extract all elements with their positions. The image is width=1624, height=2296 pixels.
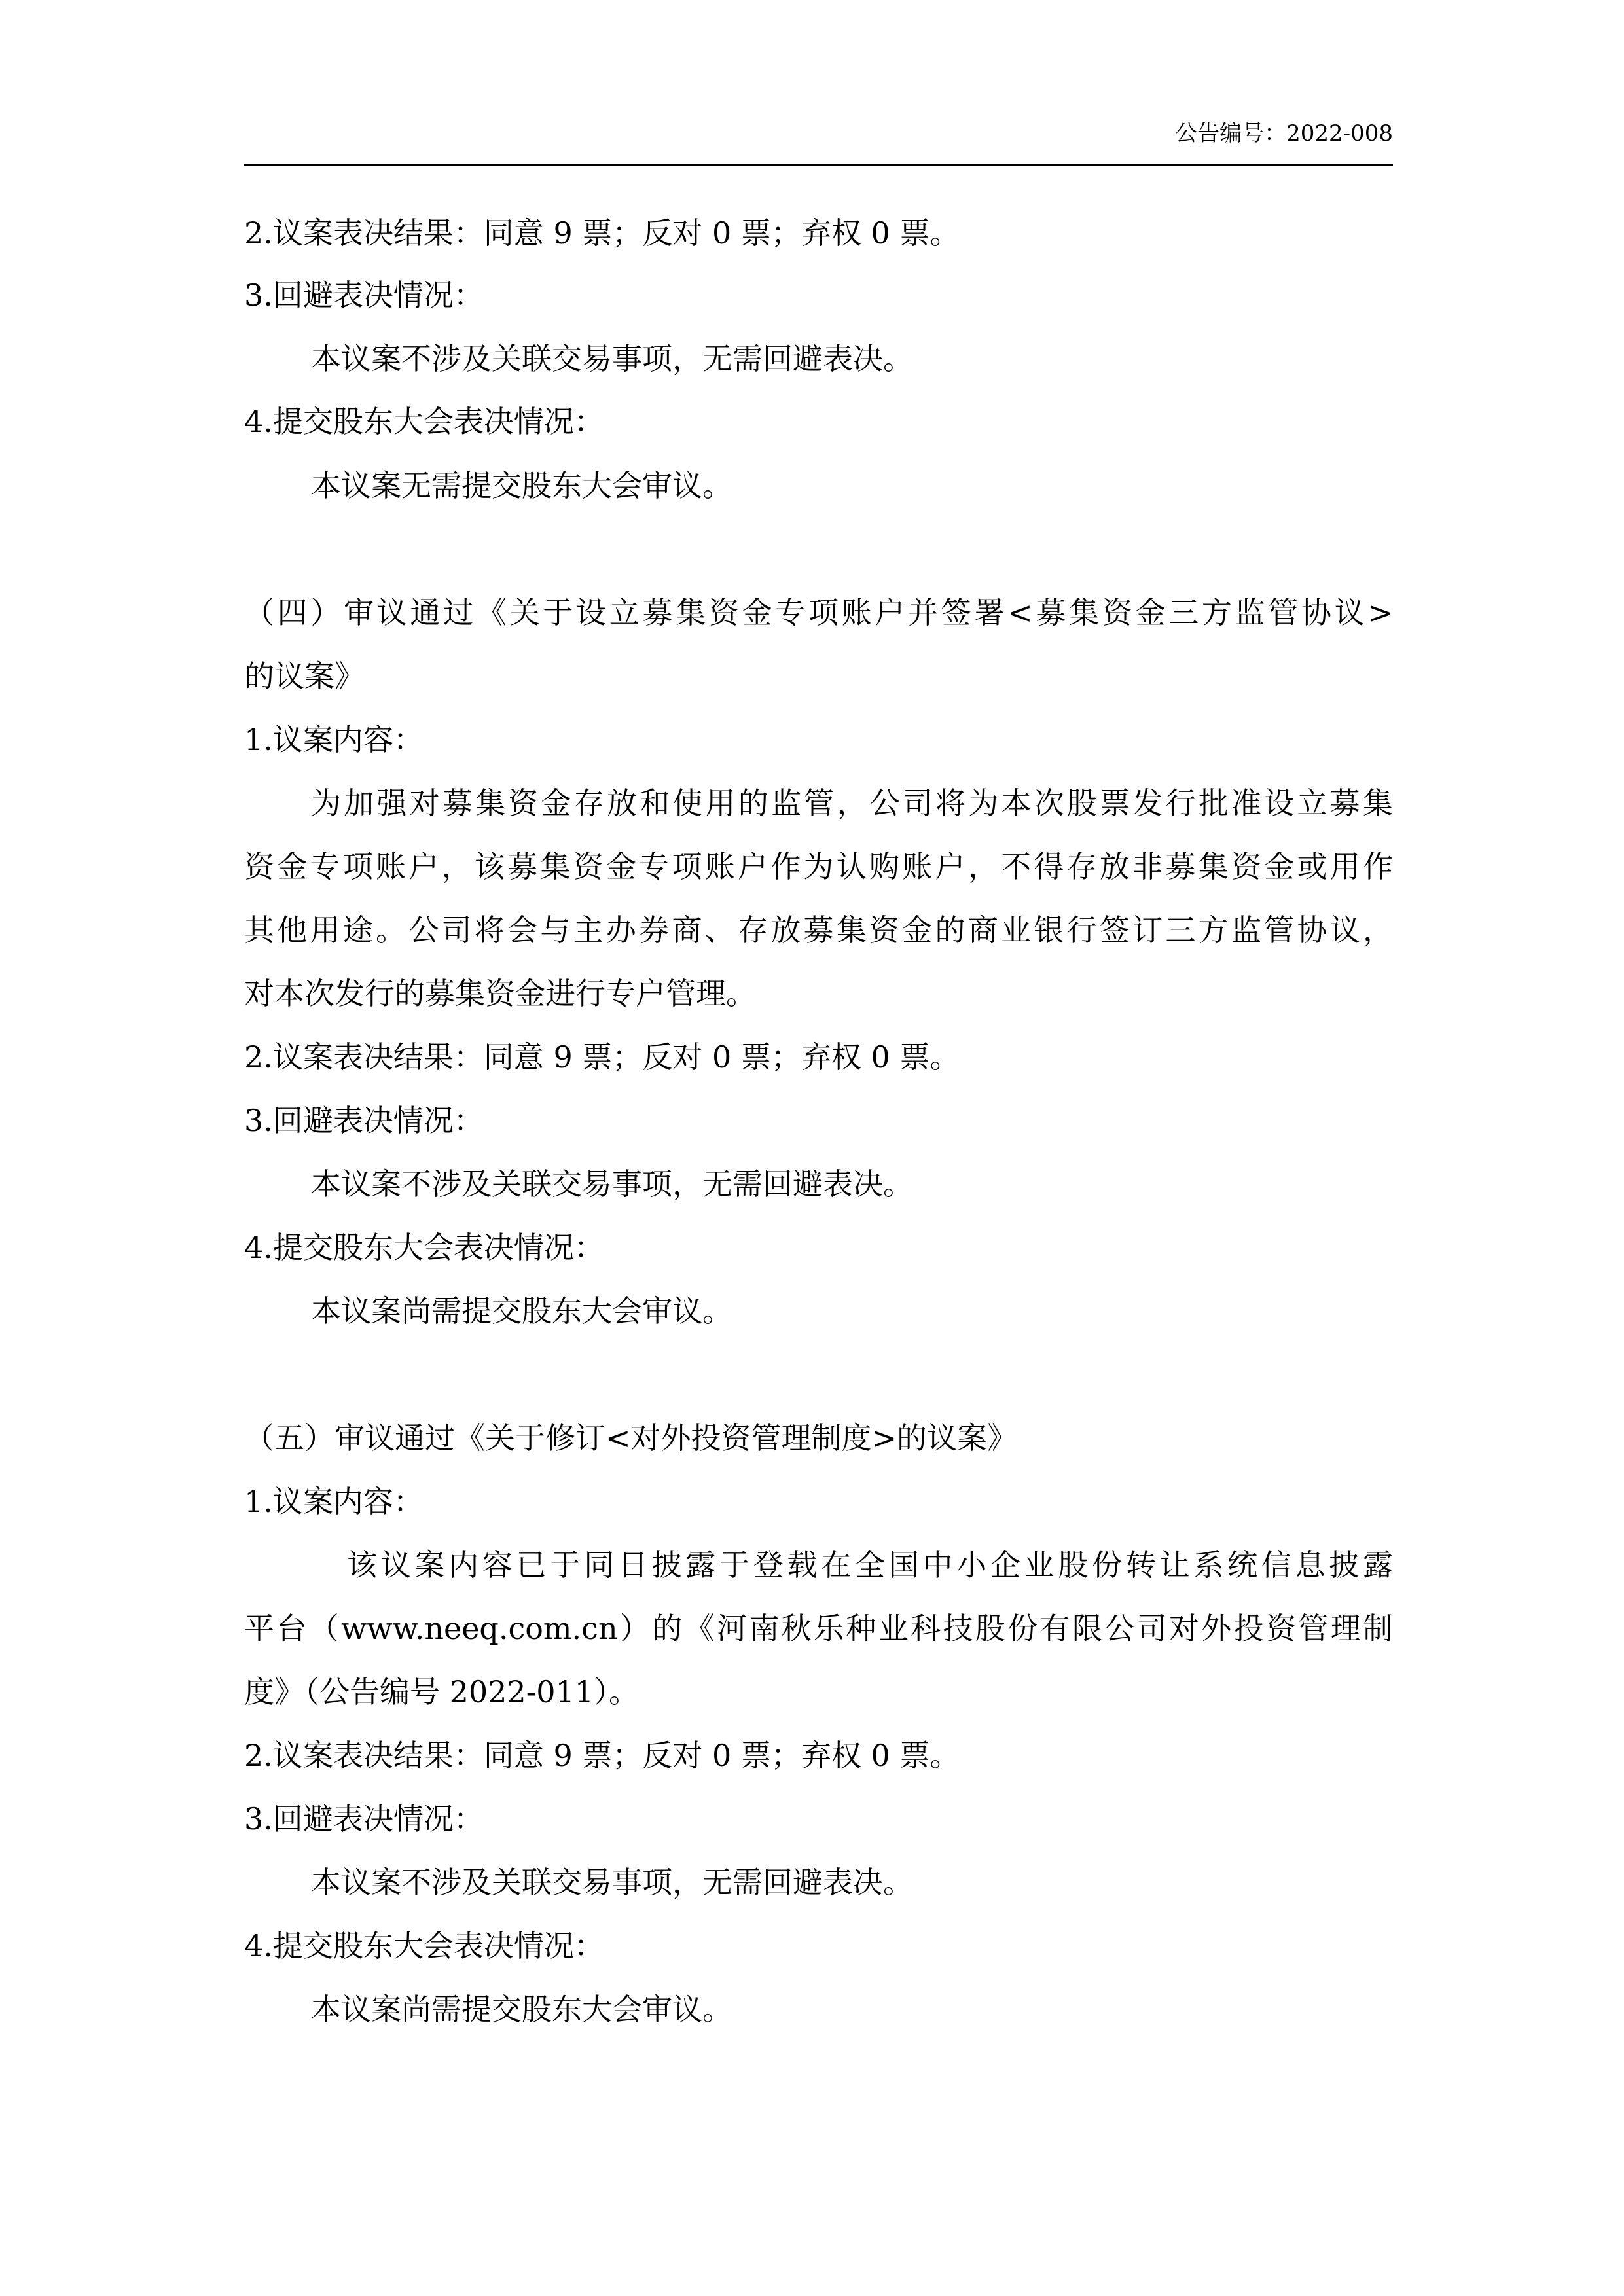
content-title: 1.议案内容： [244, 1484, 424, 1519]
section-title-continued: 的议案》 [244, 658, 365, 694]
submit-text: 本议案尚需提交股东大会审议。 [311, 1992, 732, 2027]
recusal-title: 3.回避表决情况： [244, 1801, 484, 1837]
content-paragraph-line: 资金专项账户，该募集资金专项账户作为认购账户，不得存放非募集资金或用作 [244, 849, 1393, 884]
submit-title: 4.提交股东大会表决情况： [244, 404, 604, 439]
recusal-title: 3.回避表决情况： [244, 278, 484, 313]
content-paragraph-line: 对本次发行的募集资金进行专户管理。 [244, 976, 756, 1011]
submit-text: 本议案无需提交股东大会审议。 [311, 468, 732, 503]
announcement-number: 公告编号：2022-008 [1175, 120, 1393, 147]
vote-result: 2.议案表决结果：同意 9 票；反对 0 票；弃权 0 票。 [244, 215, 960, 251]
content-paragraph-line: 度》（公告编号 2022-011）。 [244, 1674, 640, 1710]
recusal-text: 本议案不涉及关联交易事项，无需回避表决。 [311, 1166, 913, 1202]
submit-title: 4.提交股东大会表决情况： [244, 1230, 604, 1265]
content-paragraph-line: 其他用途。公司将会与主办券商、存放募集资金的商业银行签订三方监管协议， [244, 912, 1393, 948]
submit-title: 4.提交股东大会表决情况： [244, 1928, 604, 1964]
recusal-text: 本议案不涉及关联交易事项，无需回避表决。 [311, 341, 913, 376]
section-title: （五）审议通过《关于修订<对外投资管理制度>的议案》 [244, 1420, 1018, 1456]
vote-result: 2.议案表决结果：同意 9 票；反对 0 票；弃权 0 票。 [244, 1039, 960, 1075]
section-title: （四）审议通过《关于设立募集资金专项账户并签署<募集资金三方监管协议> [244, 595, 1393, 630]
content-title: 1.议案内容： [244, 722, 424, 757]
content-paragraph-line: 为加强对募集资金存放和使用的监管，公司将为本次股票发行批准设立募集 [311, 785, 1393, 821]
submit-text: 本议案尚需提交股东大会审议。 [311, 1293, 732, 1329]
header-divider [244, 164, 1393, 166]
recusal-text: 本议案不涉及关联交易事项，无需回避表决。 [311, 1865, 913, 1900]
recusal-title: 3.回避表决情况： [244, 1103, 484, 1138]
content-paragraph-line: 该议案内容已于同日披露于登载在全国中小企业股份转让系统信息披露 [347, 1547, 1393, 1583]
vote-result: 2.议案表决结果：同意 9 票；反对 0 票；弃权 0 票。 [244, 1738, 960, 1773]
content-paragraph-line: 平台（www.neeq.com.cn）的《河南秋乐种业科技股份有限公司对外投资管理制 [244, 1611, 1393, 1646]
